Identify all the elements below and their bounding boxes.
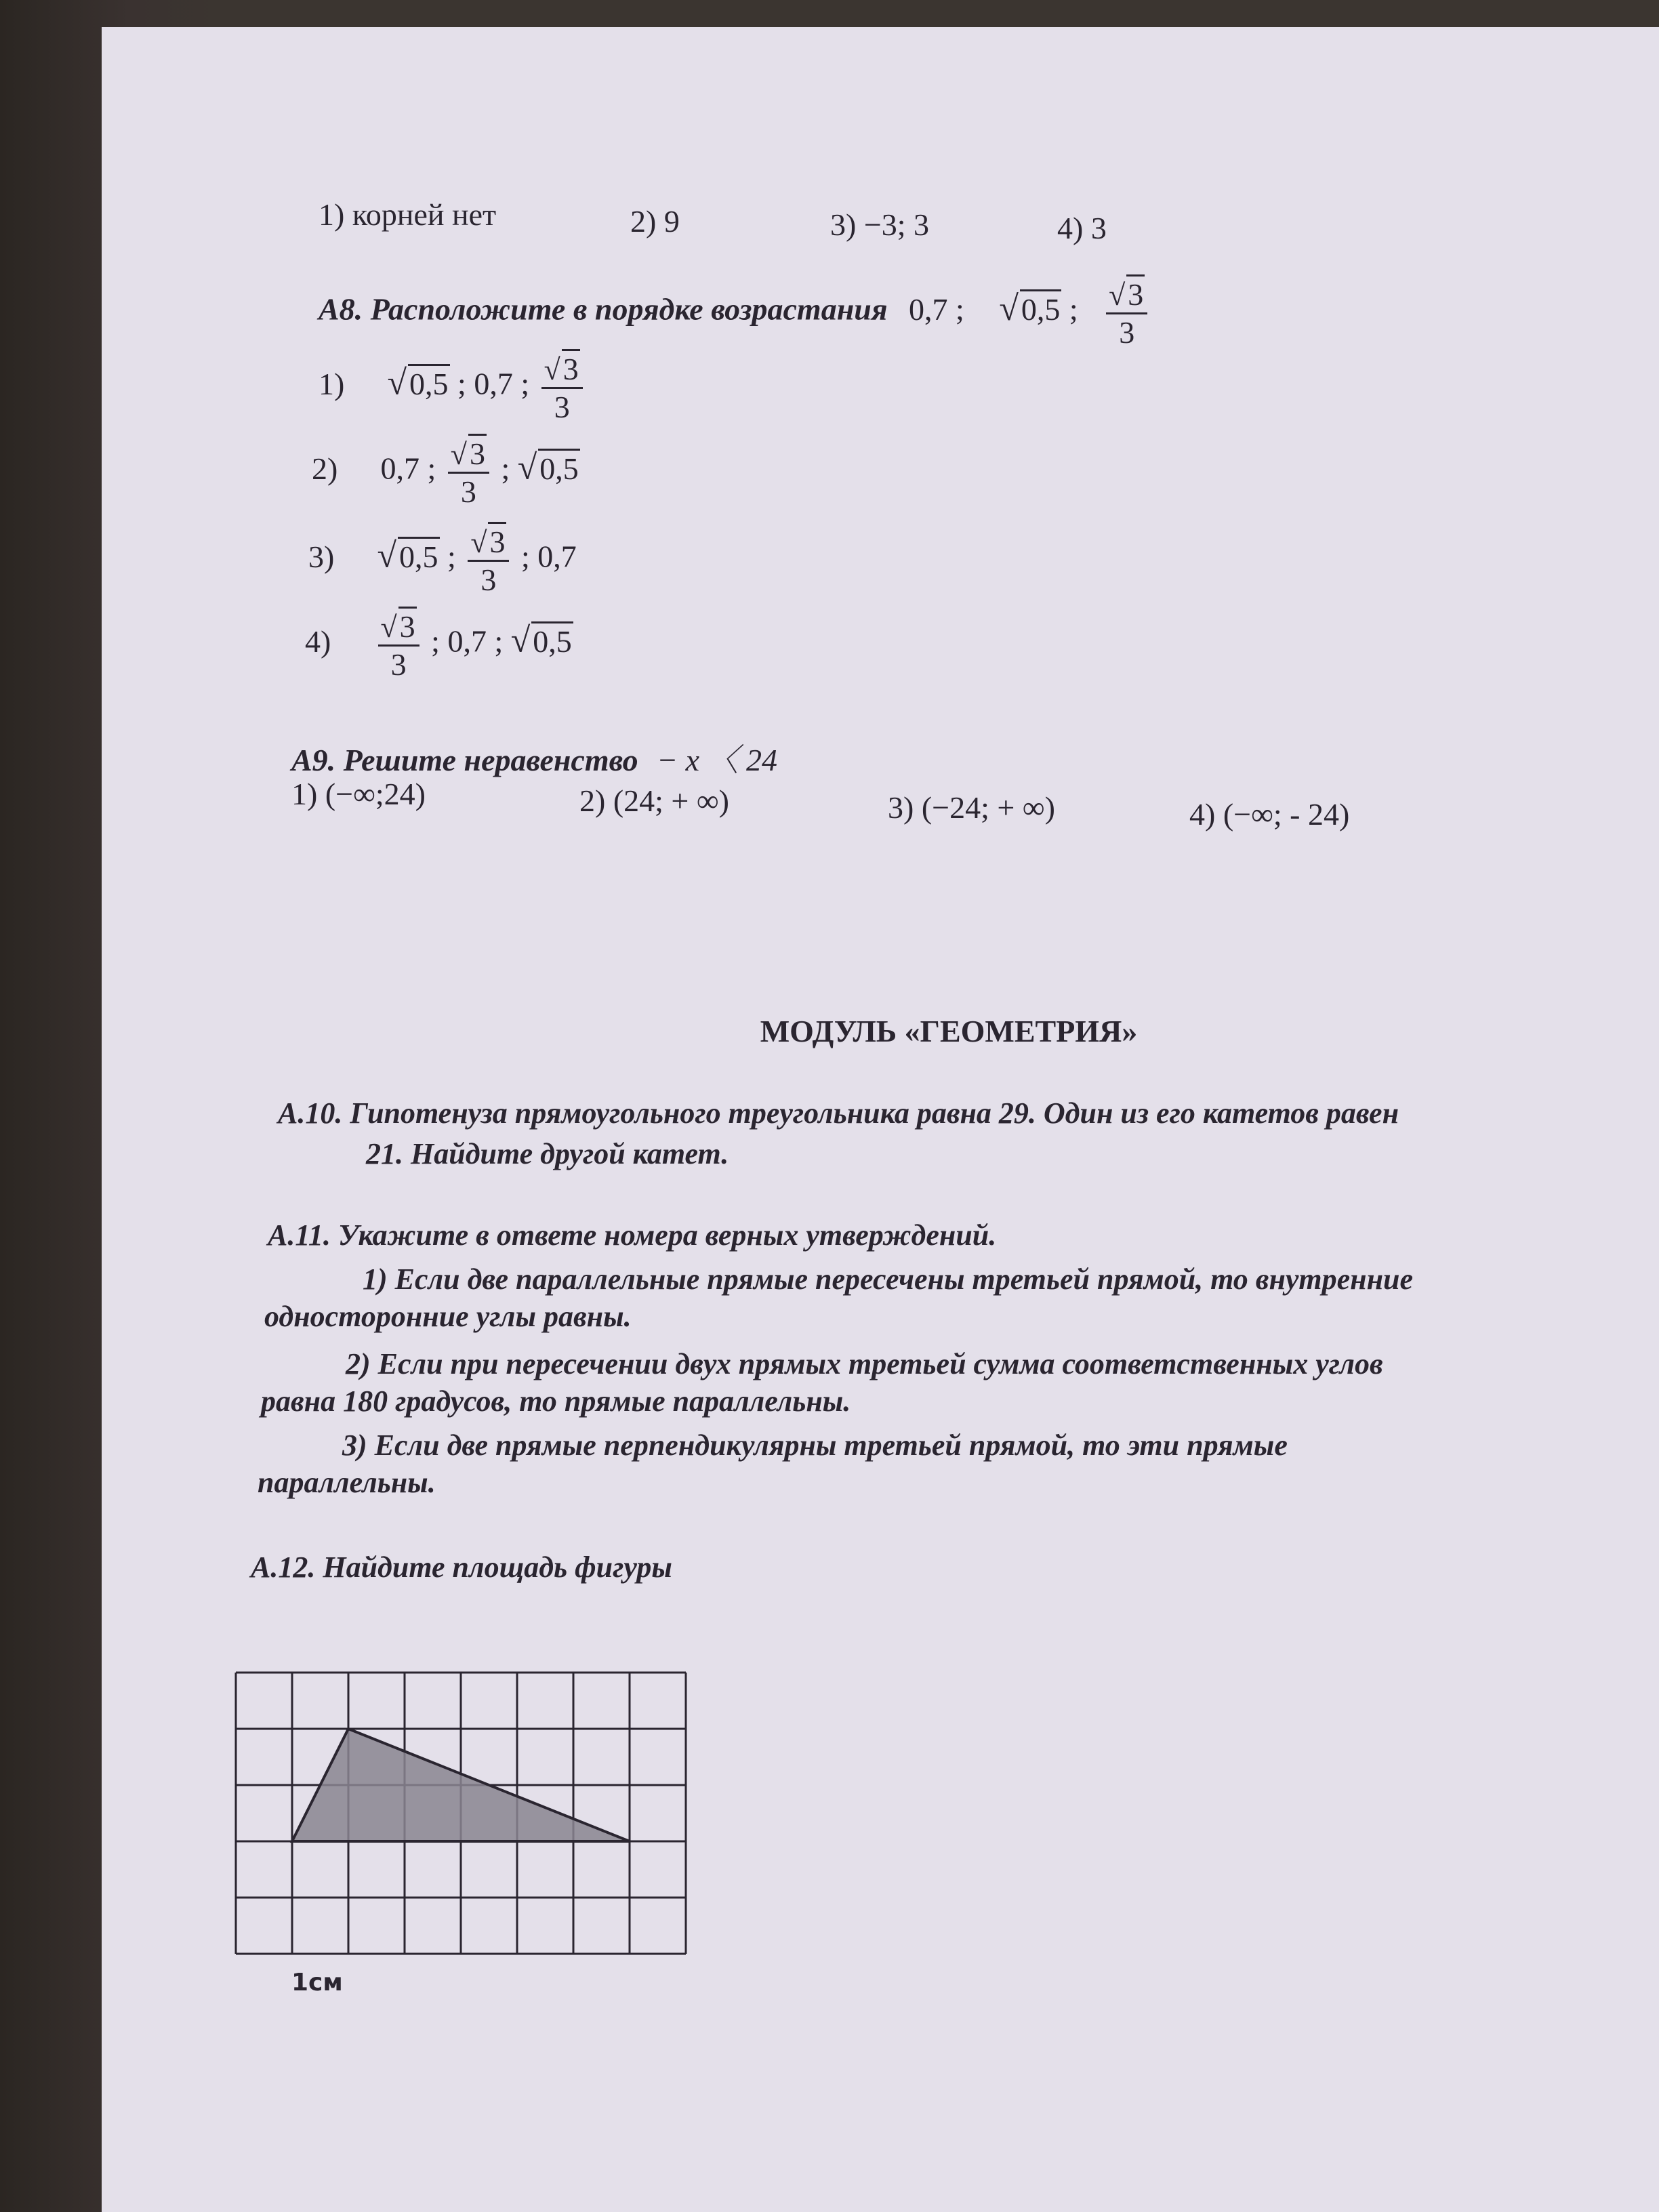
sqrt-symbol: √ — [999, 289, 1019, 328]
a8-option-3 — [308, 522, 577, 598]
value-07: 0,7 — [537, 539, 577, 574]
a9-inequality: − x 〈 24 — [657, 743, 778, 777]
sqrt-05: 0,5 — [408, 364, 450, 402]
a9-question — [291, 735, 777, 780]
sep: ; — [1069, 291, 1078, 327]
sep: ; — [520, 539, 530, 574]
sep: ; — [427, 451, 436, 486]
sep: ; — [494, 623, 504, 659]
sep: ; — [447, 539, 456, 574]
a8-sqrt-05: 0,5 — [1020, 289, 1062, 327]
sqrt-symbol: √ — [510, 621, 531, 660]
a7-option-4: 4) 3 — [1057, 211, 1107, 245]
a8-option-4 — [305, 607, 573, 682]
sep: ; — [431, 623, 440, 659]
a11-statement-3a: 3) Если две прямые перпендикулярны третьей прямой, то эти прямые — [342, 1429, 1288, 1462]
a11-statement-1b: односторонние углы равны. — [264, 1300, 632, 1333]
value-07: 0,7 — [474, 366, 513, 401]
sqrt-symbol: √ — [387, 363, 407, 403]
a10-line-1: А.10. Гипотенуза прямоугольного треугольника равна 29. Один из его катетов равен — [278, 1097, 1399, 1130]
a8-value-07: 0,7 — [909, 291, 948, 327]
a11-statement-1a: 1) Если две параллельные прямые пересечены третьей прямой, то внутренние — [363, 1263, 1414, 1296]
a9-option-1: 1) (−∞;24) — [291, 777, 426, 811]
a8-question — [319, 274, 1151, 350]
sqrt-05: 0,5 — [531, 621, 573, 659]
a11-statement-3b: параллельны. — [258, 1466, 436, 1499]
unit-label: 1см — [291, 1969, 343, 1996]
option-number: 2) — [312, 451, 338, 486]
a11-statement-2b: равна 180 градусов, то прямые параллельны. — [261, 1385, 851, 1418]
sqrt-symbol: √ — [517, 448, 537, 487]
sep: ; — [520, 366, 530, 401]
sep: ; — [956, 291, 964, 327]
a8-option-1 — [319, 349, 587, 425]
a9-option-3: 3) (−24; + ∞) — [888, 790, 1055, 825]
a9-title: А9. Решите неравенство — [291, 743, 638, 777]
a7-option-2: 2) 9 — [630, 204, 680, 239]
a7-option-1: 1) корней нет — [319, 197, 497, 232]
sqrt-05: 0,5 — [538, 449, 580, 487]
option-number: 3) — [308, 539, 335, 574]
value-07: 0,7 — [447, 623, 487, 659]
a8-option-2 — [312, 434, 580, 510]
a11-title: А.11. Укажите в ответе номера верных утверждений. — [268, 1218, 997, 1252]
frac-sqrt3-3: $\frac{√3}{3}$ — [541, 349, 583, 425]
frac-sqrt3-3: $\frac{√3}{3}$ — [448, 434, 489, 510]
module-title: МОДУЛЬ «ГЕОМЕТРИЯ» — [760, 1014, 1138, 1048]
a10-line-2: 21. Найдите другой катет. — [366, 1137, 729, 1170]
sep: ; — [457, 366, 466, 401]
a7-option-3: 3) −3; 3 — [830, 207, 930, 242]
sep: ; — [501, 451, 510, 486]
a8-title: А8. Расположите в порядке возрастания — [319, 291, 888, 327]
frac-sqrt3-3: $\frac{√3}{3}$ — [468, 522, 509, 598]
frac-sqrt3-3: $\frac{√3}{3}$ — [378, 607, 419, 682]
a8-frac-sqrt3-3: $\frac{√3}{3}$ — [1106, 274, 1147, 350]
option-number: 1) — [319, 366, 345, 401]
a12-title: А.12. Найдите площадь фигуры — [251, 1551, 672, 1584]
a11-statement-2a: 2) Если при пересечении двух прямых третьей сумма соответственных углов — [346, 1347, 1383, 1380]
option-number: 4) — [305, 623, 331, 659]
sqrt-05: 0,5 — [398, 537, 440, 575]
sqrt-symbol: √ — [377, 536, 397, 575]
value-07: 0,7 — [380, 451, 419, 486]
a9-option-4: 4) (−∞; - 24) — [1189, 797, 1350, 832]
a9-option-2: 2) (24; + ∞) — [579, 783, 729, 818]
